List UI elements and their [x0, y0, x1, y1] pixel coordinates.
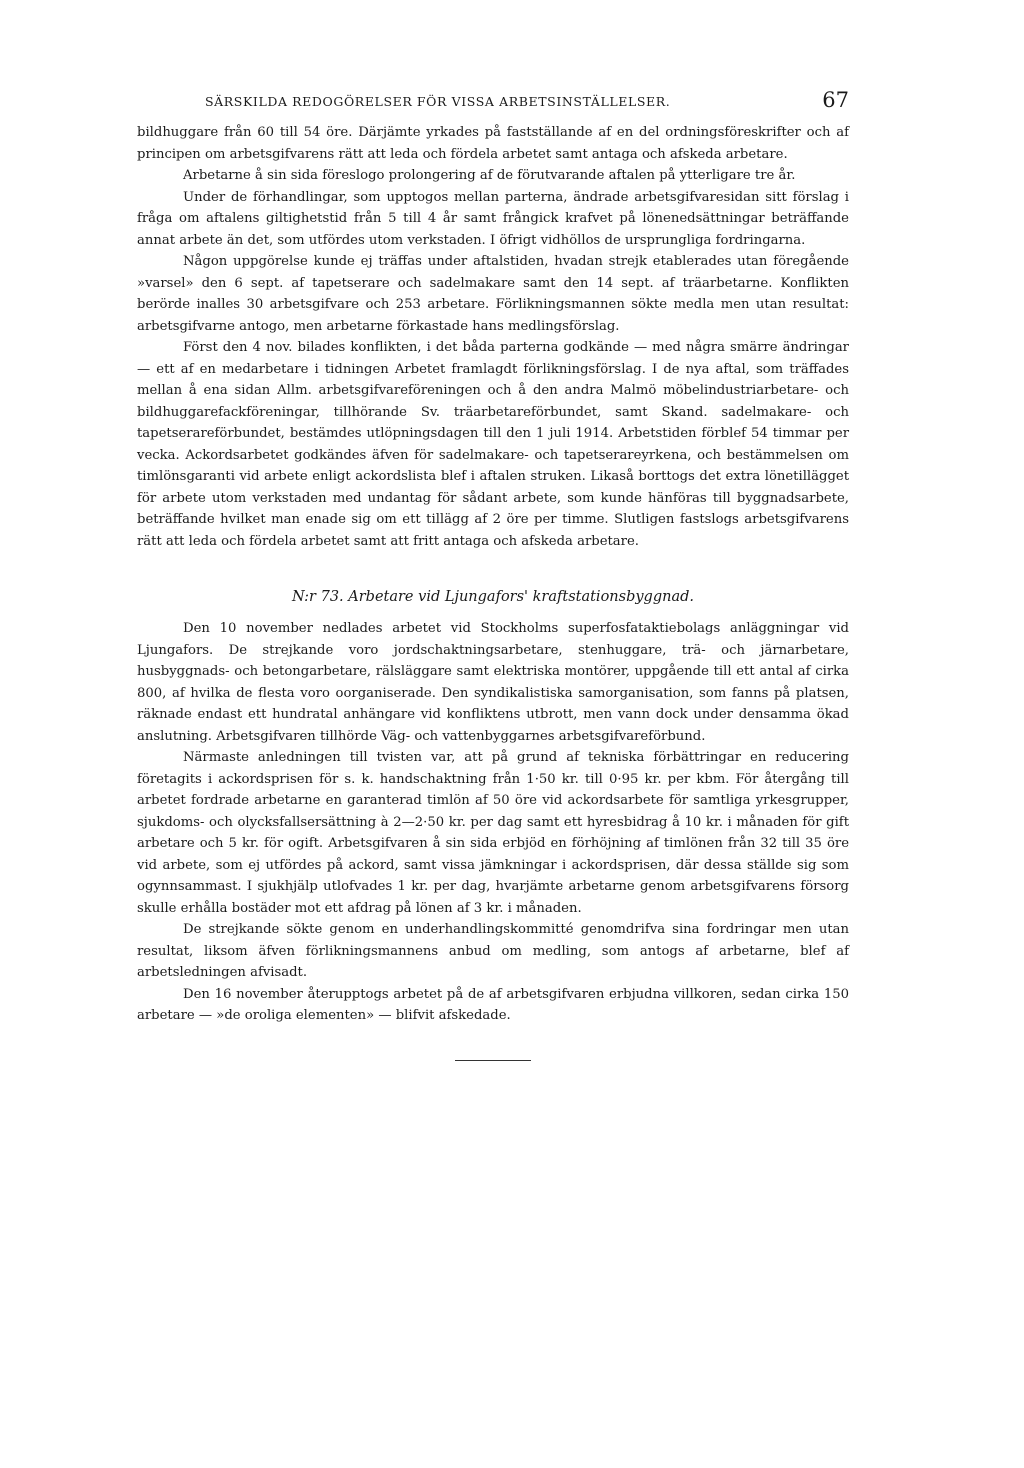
paragraph: Arbetarne å sin sida föreslogo prolongering af de förutvarande aftalen på ytterligare tre år. [183, 168, 796, 183]
paragraph: Närmaste anledningen till tvisten var, att på grund af tekniska förbättringar en reducering företagits i ackordsprisen för s. k. handschaktning från 1·50 kr. till 0·95 kr. per kbm. För återgång till arbetet fordrade arbetarne en garanterad timlön af 50 öre vid ackordsarbete för samtliga yrkesgrupper, sjukdoms- och olycksfallsersättning à 2—2·50 kr. per dag samt ett hyresbidrag å 10 kr. i månaden för gift arbetare och 5 kr. för ogift. Arbetsgifvaren å sin sida erbjöd en förhöjning af timlönen från 32 till 35 öre vid arbete, som ej utfördes på ackord, samt vissa jämkningar i ackordsprisen, där dessa ställde sig som ogynnsammast. I sjukhjälp utlofvades 1 kr. per dag, hvarjämte arbetarne genom arbetsgifvarens försorg skulle erhålla bostäder mot ett afdrag på lönen af 3 kr. i månaden. [137, 750, 849, 916]
running-title: SÄRSKILDA REDOGÖRELSER FÖR VISSA ARBETSINSTÄLLELSER. [205, 94, 671, 109]
section-end-rule [455, 1060, 531, 1061]
page-number: 67 [822, 88, 849, 112]
paragraph: Någon uppgörelse kunde ej träffas under aftalstiden, hvadan strejk etablerades utan föregående »varsel» den 6 sept. af tapetserare och sadelmakare samt den 14 sept. af träarbetarne. Konflikten berörde inalles 30 arbetsgifvare och 253 arbetare. Förlikningsmannen sökte medla men utan resultat: arbetsgifvarne antogo, men arbetarne förkastade hans medlingsförslag. [137, 254, 849, 334]
paragraph: Den 16 november återupptogs arbetet på de af arbetsgifvaren erbjudna villkoren, sedan cirka 150 arbetare — »de oroliga elementen» — blifvit afskedade. [137, 986, 849, 1023]
paragraph: Den 10 november nedlades arbetet vid Stockholms superfosfataktiebolags anläggningar vid Ljungafors. De strejkande voro jordschaktningsarbetare, stenhuggare, trä- och järnarbetare, husbyggnads- och betongarbetare, rälsläggare samt elektriska montörer, uppgående till ett antal af cirka 800, af hvilka de flesta voro oorganiserade. Den syndikalistiska samorganisation, som fanns på platsen, räknade endast ett hundratal anhängare vid konfliktens utbrott, men vann dock under densamma ökad anslutning. Arbetsgifvaren tillhörde Väg- och vattenbyggarnes arbetsgifvareförbund. [137, 621, 849, 744]
running-header [137, 88, 849, 118]
document-page [137, 88, 849, 1061]
section-heading: N:r 73. Arbetare vid Ljungafors' kraftstationsbyggnad. [292, 589, 694, 605]
paragraph: Först den 4 nov. bilades konflikten, i det båda parterna godkände — med några smärre ändringar — ett af en medarbetare i tidningen Arbetet framlagdt förlikningsförslag. I de nya aftal, som träffades mellan å ena sidan Allm. arbetsgifvareföreningen och å den andra Malmö möbelindustriarbetare- och bildhuggarefackföreningar, tillhörande Sv. träarbetareförbundet, samt Skand. sadelmakare- och tapetserareförbundet, bestämdes utlöpningsdagen till den 1 juli 1914. Arbetstiden förblef 54 timmar per vecka. Ackordsarbetet godkändes äfven för sadelmakare- och tapetserareyrkena, och bestämmelsen om timlönsgaranti vid arbete enligt ackordslista blef i aftalen struken. Likaså borttogs det extra lönetillägget för arbete utom verkstaden med undantag för sådant arbete, som kunde hänföras till byggnadsarbete, beträffande hvilket man enade sig om ett tillägg af 2 öre per timme. Slutligen fastslogs arbetsgifvarens rätt att leda och fördela arbetet samt att fritt antaga och afskeda arbetare. [137, 340, 849, 549]
paragraph: De strejkande sökte genom en underhandlingskommitté genomdrifva sina fordringar men utan resultat, liksom äfven förlikningsmannens anbud om medling, som antogs af arbetarne, blef af arbetsledningen afvisadt. [137, 922, 849, 980]
paragraph: bildhuggare från 60 till 54 öre. Därjämte yrkades på fastställande af en del ordningsföreskrifter och af principen om arbetsgifvarens rätt att leda och fördela arbetet samt antaga och afskeda arbetare. [137, 125, 849, 162]
paragraph: Under de förhandlingar, som upptogos mellan parterna, ändrade arbetsgifvaresidan sitt förslag i fråga om aftalens giltighetstid från 5 till 4 år samt frångick krafvet på lönenedsättningar beträffande annat arbete än det, som utfördes utom verkstaden. I öfrigt vidhöllos de ursprungliga fordringarna. [137, 189, 849, 248]
